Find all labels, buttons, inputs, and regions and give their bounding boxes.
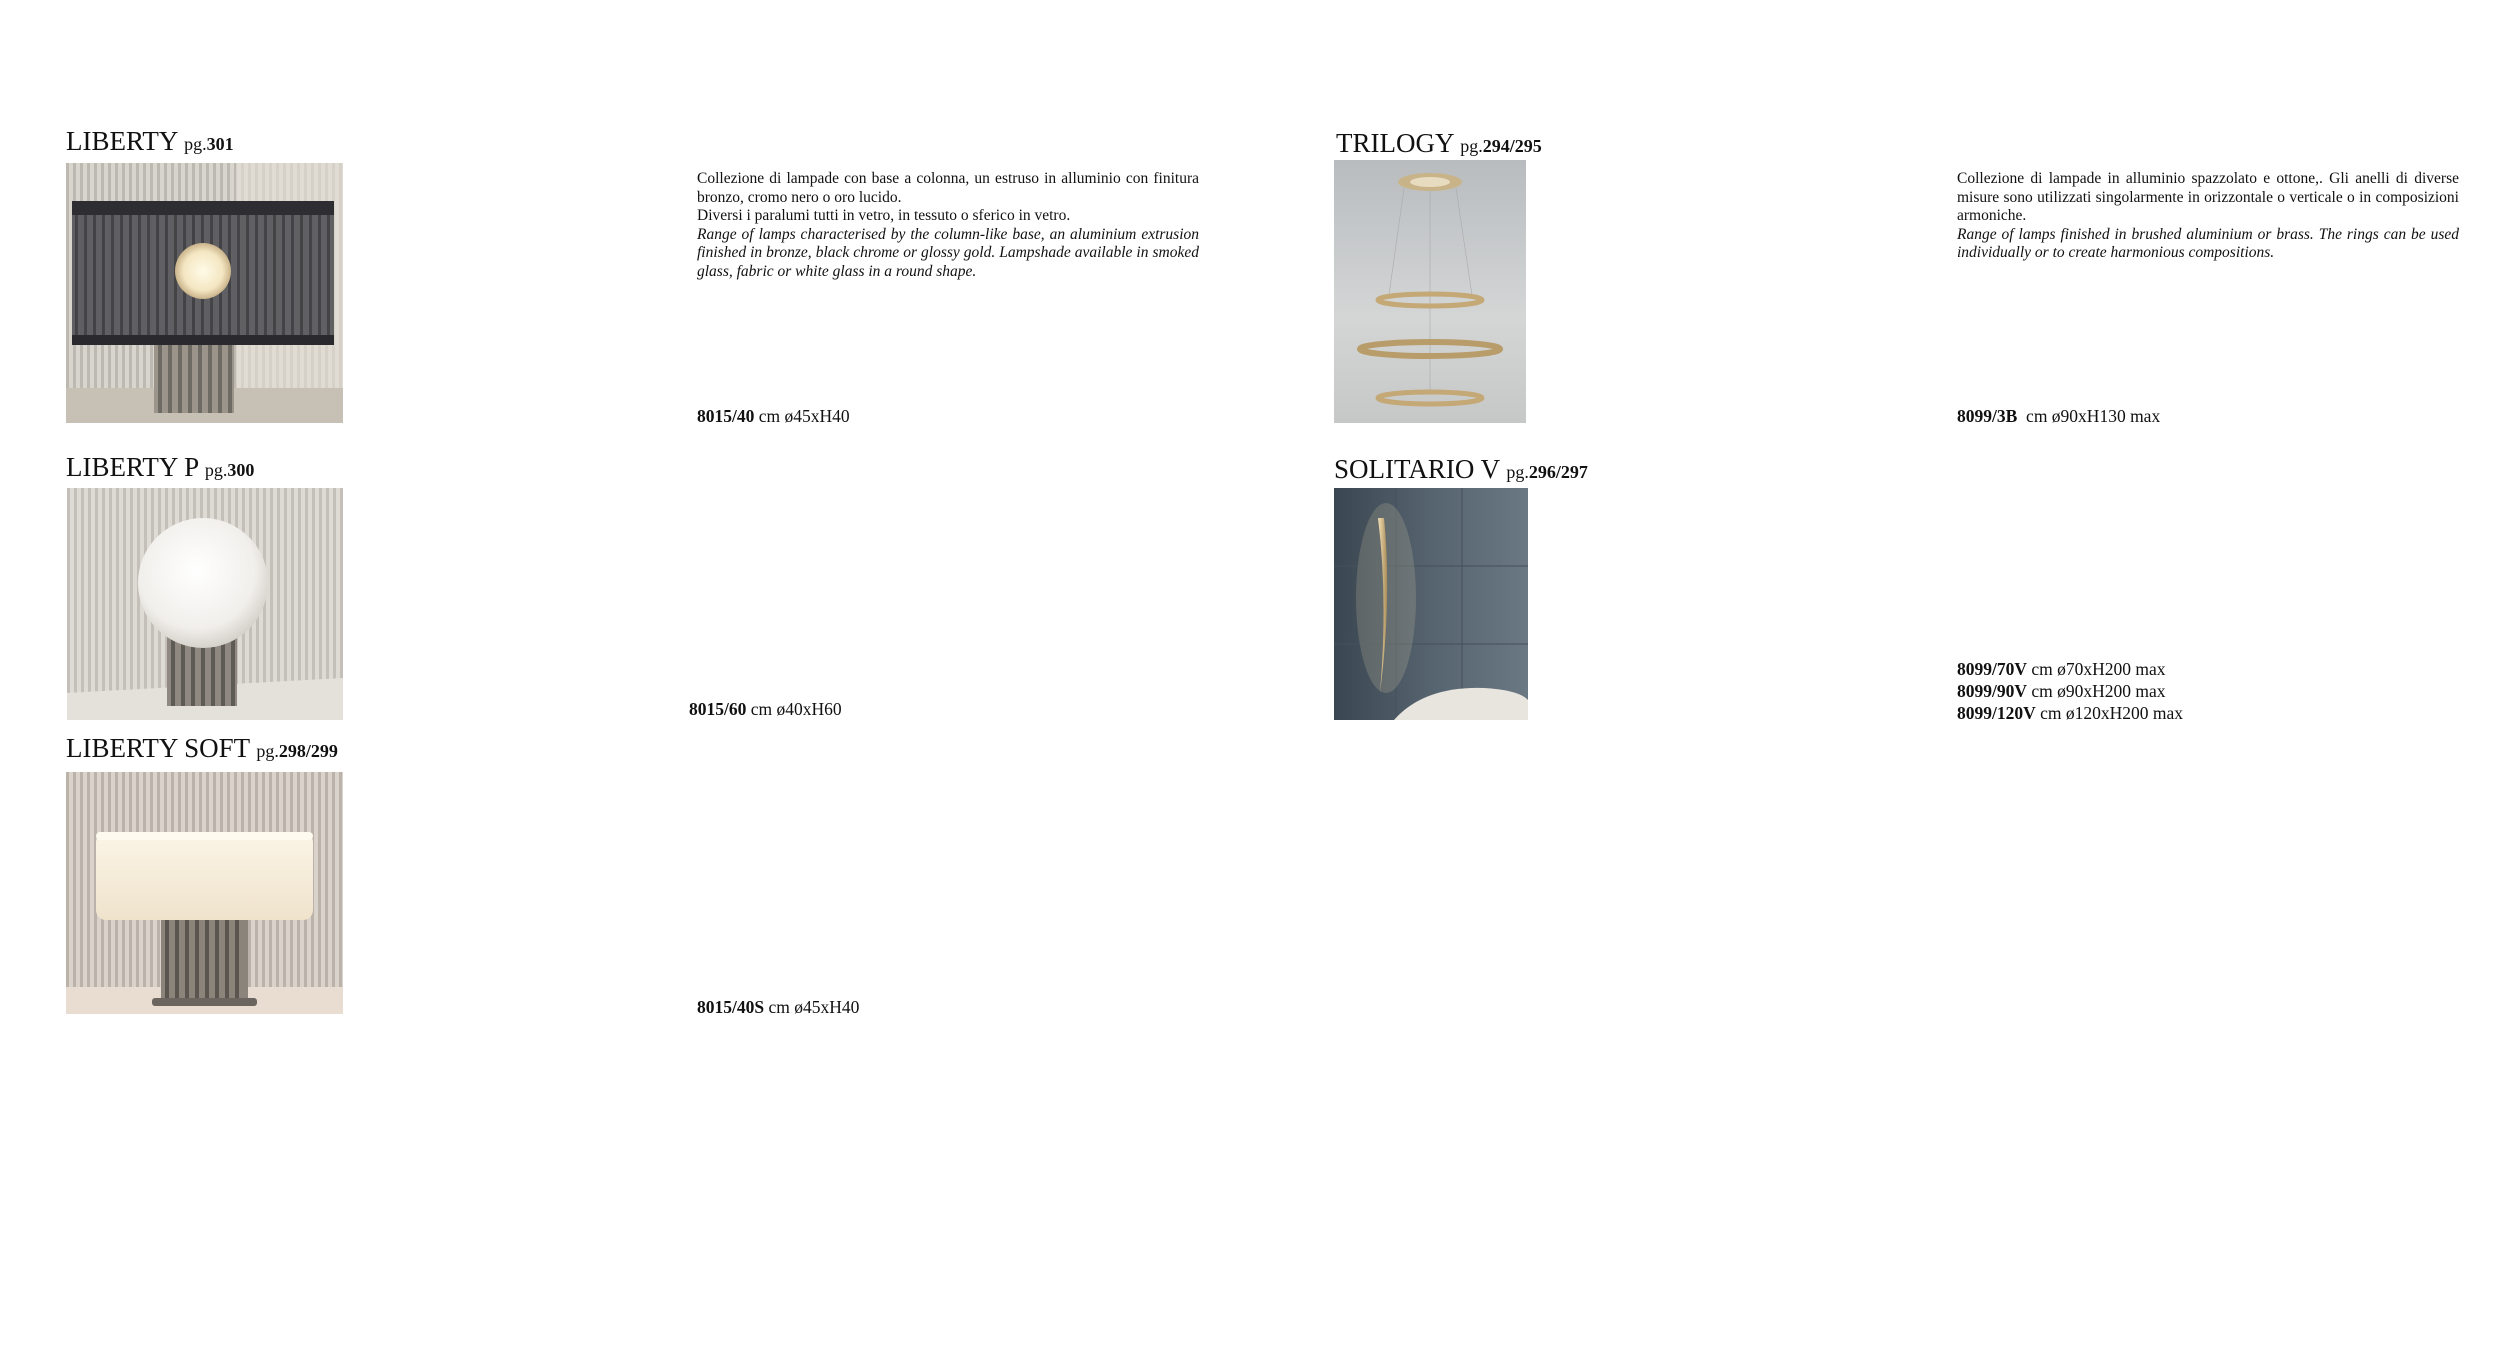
liberty-code-line: [697, 405, 850, 427]
product-code: 8015/40S: [697, 997, 765, 1017]
solitario-v-lamp-photo: [1334, 488, 1528, 720]
page-ref: pg.301: [184, 134, 234, 154]
code-line: [1957, 680, 2183, 702]
liberty-p-code-line: [689, 698, 842, 720]
description-it-line: Collezione di lampade in alluminio spazzolato e ottone,. Gli anelli di diverse misure sono utilizzati singolarmente in orizzontale o verticale o in composizioni armoniche.: [1957, 170, 2459, 224]
product-name: LIBERTY SOFT: [66, 733, 250, 763]
product-title-liberty-soft: [66, 733, 338, 766]
product-title-trilogy: [1336, 128, 1542, 161]
liberty-soft-code-line: [697, 996, 859, 1018]
description-en: Range of lamps finished in brushed aluminium or brass. The rings can be used individually or to create harmonious compositions.: [1957, 225, 2459, 261]
product-dims: cm ø45xH40: [764, 997, 860, 1017]
code-line: [1957, 658, 2183, 680]
solitario-v-code-list: [1957, 658, 2183, 724]
liberty-description: [697, 170, 1199, 281]
product-title-liberty: [66, 126, 234, 159]
description-it-line: Collezione di lampade con base a colonna, un estruso in alluminio con finitura bronzo, cromo nero o oro lucido.: [697, 170, 1199, 206]
product-dims: cm ø90xH130 max: [2017, 406, 2161, 426]
trilogy-code-line: [1957, 405, 2160, 427]
trilogy-lamp-photo: [1334, 160, 1526, 423]
product-name: LIBERTY P: [66, 452, 199, 482]
description-en: Range of lamps characterised by the column-like base, an aluminium extrusion finished in bronze, black chrome or glossy gold. Lampshade available in smoked glass, fabric or white glass in a round shape.: [697, 225, 1199, 280]
liberty-lamp-photo: [66, 163, 343, 423]
product-dims: cm ø45xH40: [754, 406, 850, 426]
page-ref: pg.300: [204, 460, 255, 480]
liberty-soft-lamp-photo: [66, 772, 343, 1014]
product-title-liberty-p: [66, 452, 254, 485]
product-dims: cm ø70xH200 max: [2027, 659, 2166, 679]
trilogy-description: [1957, 170, 2459, 263]
page-ref: pg.294/295: [1460, 136, 1542, 156]
product-dims: cm ø90xH200 max: [2027, 681, 2166, 701]
product-code: 8099/90V: [1957, 681, 2027, 701]
product-name: LIBERTY: [66, 126, 178, 156]
product-dims: cm ø40xH60: [746, 699, 842, 719]
product-dims: cm ø120xH200 max: [2035, 703, 2184, 723]
product-name: SOLITARIO V: [1334, 454, 1500, 484]
product-code: 8015/40: [697, 406, 755, 426]
product-title-solitario-v: [1334, 454, 1588, 487]
code-line: [1957, 702, 2183, 724]
description-it-line: Diversi i paralumi tutti in vetro, in tessuto o sferico in vetro.: [697, 207, 1071, 224]
liberty-p-lamp-photo: [67, 488, 343, 720]
page-ref: pg.298/299: [256, 741, 338, 761]
product-name: TRILOGY: [1336, 128, 1454, 158]
page-ref: pg.296/297: [1506, 462, 1588, 482]
product-code: 8015/60: [689, 699, 747, 719]
product-code: 8099/3B: [1957, 406, 2018, 426]
product-code: 8099/70V: [1957, 659, 2027, 679]
product-code: 8099/120V: [1957, 703, 2036, 723]
